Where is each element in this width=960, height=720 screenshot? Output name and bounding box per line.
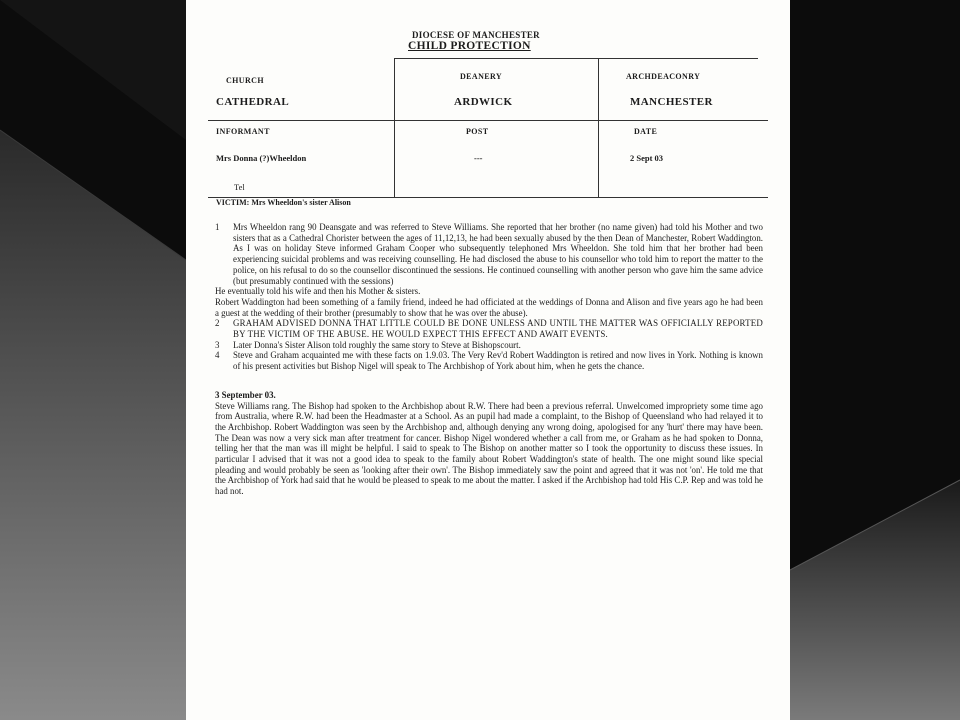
table-divider: [598, 58, 758, 59]
form-title: CHILD PROTECTION: [408, 40, 531, 52]
paragraph: Robert Waddington had been something of a family friend, indeed he had officiated at the weddings of Donna and Alison and five years ago he had been a guest at the wedding of their brother (presumably to show that he was over the abuse).: [215, 296, 763, 318]
paragraph: GRAHAM ADVISED DONNA THAT LITTLE COULD BE DONE UNLESS AND UNTIL THE MATTER WAS OFFICIALLY REPORTED BY THE VICTIM OF THE ABUSE. HE WOULD EXPECT THIS EFFECT AND AWAIT EVENTS.: [233, 318, 763, 340]
paragraph: He eventually told his wife and then his Mother & sisters.: [215, 286, 421, 297]
informant-label: INFORMANT: [216, 127, 270, 136]
document-page: [186, 0, 790, 720]
report-item: [215, 350, 763, 371]
diocese-heading: DIOCESE OF MANCHESTER: [412, 30, 540, 40]
tel-label: Tel: [234, 182, 245, 192]
report-body: [215, 222, 763, 497]
date-value: 2 Sept 03: [630, 153, 664, 163]
report-item: [215, 318, 763, 339]
archdeaconry-value: MANCHESTER: [630, 96, 713, 108]
report-item: [215, 340, 763, 351]
church-value: CATHEDRAL: [216, 96, 290, 108]
post-value: ---: [474, 153, 483, 163]
report-item: [215, 222, 763, 286]
church-label: CHURCH: [226, 76, 264, 85]
informant-value: Mrs Donna (?)Wheeldon: [216, 153, 307, 163]
table-divider: [394, 58, 395, 198]
paragraph: Steve and Graham acquainted me with these facts on 1.9.03. The Very Rev'd Robert Waddington is retired and now lives in York. Nothing is known of his present activities but Bishop Nigel will speak to The Archbishop of York about him, when he gets the chance.: [233, 350, 763, 372]
deanery-value: ARDWICK: [454, 96, 513, 108]
paragraph: Later Donna's Sister Alison told roughly the same story to Steve at Bishopscourt.: [233, 339, 521, 350]
item-number: 3: [215, 339, 220, 350]
victim-line: VICTIM: Mrs Wheeldon's sister Alison: [216, 198, 351, 207]
entry-date: 3 September 03.: [215, 389, 276, 400]
item-number: 4: [215, 350, 220, 361]
date-label: DATE: [634, 127, 658, 136]
deanery-label: DEANERY: [460, 72, 503, 81]
table-divider: [598, 58, 599, 198]
table-divider: [394, 58, 598, 59]
table-divider: [208, 120, 768, 121]
paragraph: Mrs Wheeldon rang 90 Deansgate and was referred to Steve Williams. She reported that her brother (no name given) had told his Mother and two sisters that as a Cathedral Chorister between the ages of 11,12,13, he had been sexually abused by the then Dean of Manchester, Robert Waddington. As I was on holiday Steve informed Graham Cooper who subsequently telephoned Mrs Wheeldon. She told him that her brother had been experiencing suicidal problems and was receiving counselling. He had disclosed the abuse to his counsellor who told him to report the matter to the police, on his refusal to do so the counsellor discontinued the sessions. He continued counselling with another person who gave him the same advice (but presumably continued with the sessions): [233, 222, 763, 286]
item-number: 2: [215, 318, 220, 329]
paragraph: Steve Williams rang. The Bishop had spoken to the Archbishop about R.W. There had been a previous referral. Unwelcomed impropriety some time ago from Australia, where R.W. had been the Headmaster at a School. As an pupil had made a complaint, to the Bishop of Queensland who had relayed it to the Archbishop. Robert Waddington was seen by the Archbishop and, although denying any wrong doing, apologised for any 'hurt' there may have been. The Dean was now a very sick man after treatment for cancer. Bishop Nigel wondered whether a call from me, or Graham as he had spoken to Donna, telling her that the man was ill might be helpful. I said to speak to The Bishop on another matter so I took the opportunity to discuss these issues. In particular I advised that it was not a good idea to speak to the family about Robert Waddington's state of health. The one might sound like special pleading and would probably be seen as 'looking after their own'. The Bishop immediately saw the point and agreed that it was not 'on'. He told me that the Archbishop of York had said that he would be pleased to speak to me about the matter. I asked if the Archbishop had told His C.P. Rep and was told he had not.: [215, 400, 763, 497]
archdeaconry-label: ARCHDEACONRY: [626, 72, 701, 81]
post-label: POST: [466, 127, 489, 136]
item-number: 1: [215, 222, 220, 232]
